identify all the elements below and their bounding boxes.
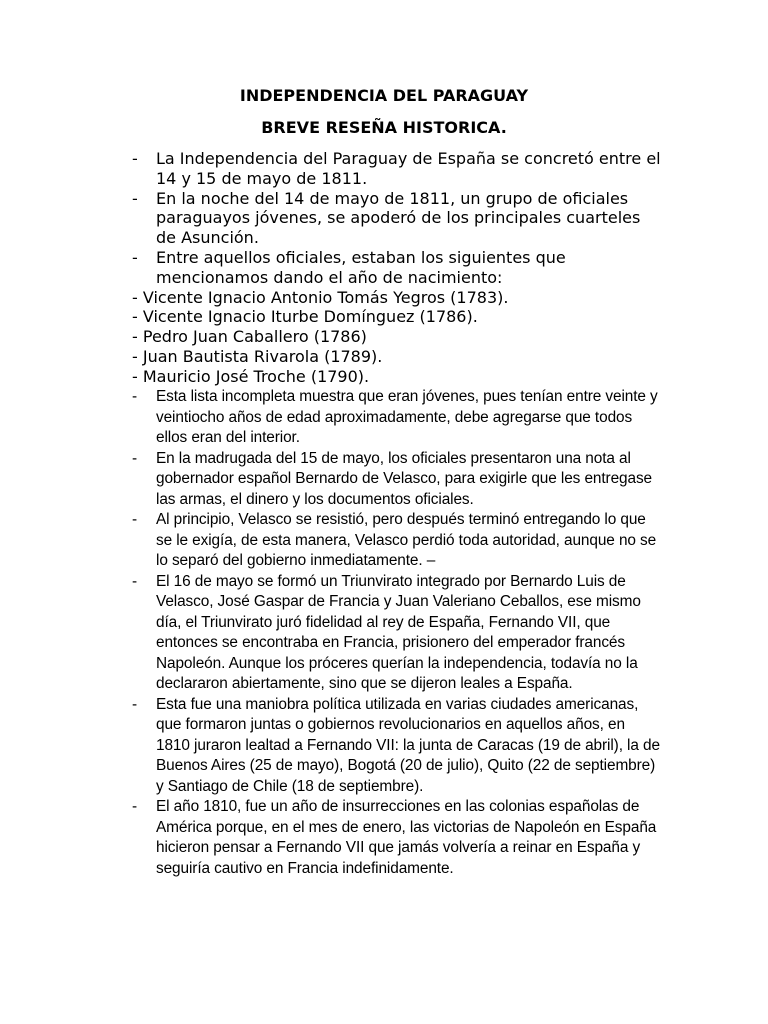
bullet-dash: - bbox=[132, 572, 138, 590]
bullet-dash: - bbox=[132, 188, 138, 208]
list-item bbox=[132, 387, 662, 449]
bullet-dash: - bbox=[132, 247, 138, 267]
list-item-text: El 16 de mayo se formó un Triunvirato integrado por Bernardo Luis de Velasco, José Gaspar de Francia y Juan Valeriano Ceballos, ese mismo día, el Triunvirato juró fidelidad al rey de España, Fernando VII, que entonces se encontraba en Francia, prisionero del emperador francés Napoleón. Aunque los próceres querían la independencia, todavía no la declararon abiertamente, sino que se dijeron leales a España. bbox=[156, 572, 641, 692]
list-item bbox=[132, 572, 662, 695]
list-item-text: En la noche del 14 de mayo de 1811, un grupo de oficiales paraguayos jóvenes, se apoderó de los principales cuarteles de Asunción. bbox=[156, 188, 641, 248]
document-title: INDEPENDENCIA DEL PARAGUAY bbox=[239, 86, 529, 105]
bullet-dash: - bbox=[132, 695, 138, 713]
list-item-text: Al principio, Velasco se resistió, pero después terminó entregando lo que se le exigía, de esta manera, Velasco perdió toda autoridad, aunque no se lo separó del gobierno inmediatamente. – bbox=[156, 511, 657, 569]
list-item-text: Esta lista incompleta muestra que eran jóvenes, pues tenían entre veinte y veintiocho años de edad aproximadamente, debe agregarse que todos ellos eran del interior. bbox=[156, 388, 658, 446]
list-item-text: El año 1810, fue un año de insurrecciones en las colonias españolas de América porque, en el mes de enero, las victorias de Napoleón en España hicieron pensar a Fernando VII que jamás volvería a reinar en España y seguiría cautivo en Francia indefinidamente. bbox=[156, 798, 657, 877]
list-item-text: En la madrugada del 15 de mayo, los oficiales presentaron una nota al gobernador español Bernardo de Velasco, para exigirle que les entregase las armas, el dinero y los documentos oficiales. bbox=[156, 449, 653, 508]
officer-entry: - Vicente Ignacio Antonio Tomás Yegros (1783). bbox=[132, 287, 509, 307]
bullet-dash: - bbox=[132, 449, 138, 467]
officer-entry: - Vicente Ignacio Iturbe Domínguez (1786). bbox=[132, 307, 478, 327]
bullet-dash: - bbox=[132, 511, 138, 528]
bullet-dash: - bbox=[132, 149, 138, 168]
list-item bbox=[132, 695, 662, 798]
list-item bbox=[132, 149, 662, 189]
list-item bbox=[132, 449, 662, 511]
list-item bbox=[132, 248, 662, 288]
intro-section bbox=[132, 149, 662, 387]
list-item bbox=[132, 797, 662, 879]
list-item-text: Entre aquellos oficiales, estaban los siguientes que mencionamos dando el año de nacimiento: bbox=[156, 247, 566, 287]
officer-entry: - Pedro Juan Caballero (1786) bbox=[132, 327, 367, 347]
body-section bbox=[132, 387, 662, 879]
list-item bbox=[132, 510, 662, 572]
bullet-dash: - bbox=[132, 388, 138, 405]
officer-entry: - Juan Bautista Rivarola (1789). bbox=[132, 346, 383, 366]
list-item-text: Esta fue una maniobra política utilizada en varias ciudades americanas, que formaron juntas o gobiernos revolucionarios en aquellos años, en 1810 juraron lealtad a Fernando VII: la junta de Caracas (19 de abril), la de Buenos Aires (25 de mayo), Bogotá (20 de julio), Quito (22 de septiembre) y Santiago de Chile (18 de septiembre). bbox=[156, 695, 660, 795]
officer-entry: - Mauricio José Troche (1790). bbox=[132, 366, 370, 386]
document-subtitle: BREVE RESEÑA HISTORICA. bbox=[261, 118, 507, 137]
list-item-text: La Independencia del Paraguay de España se concretó entre el 14 y 15 de mayo de 1811. bbox=[156, 149, 661, 188]
bullet-dash: - bbox=[132, 798, 138, 815]
list-item bbox=[132, 189, 662, 248]
